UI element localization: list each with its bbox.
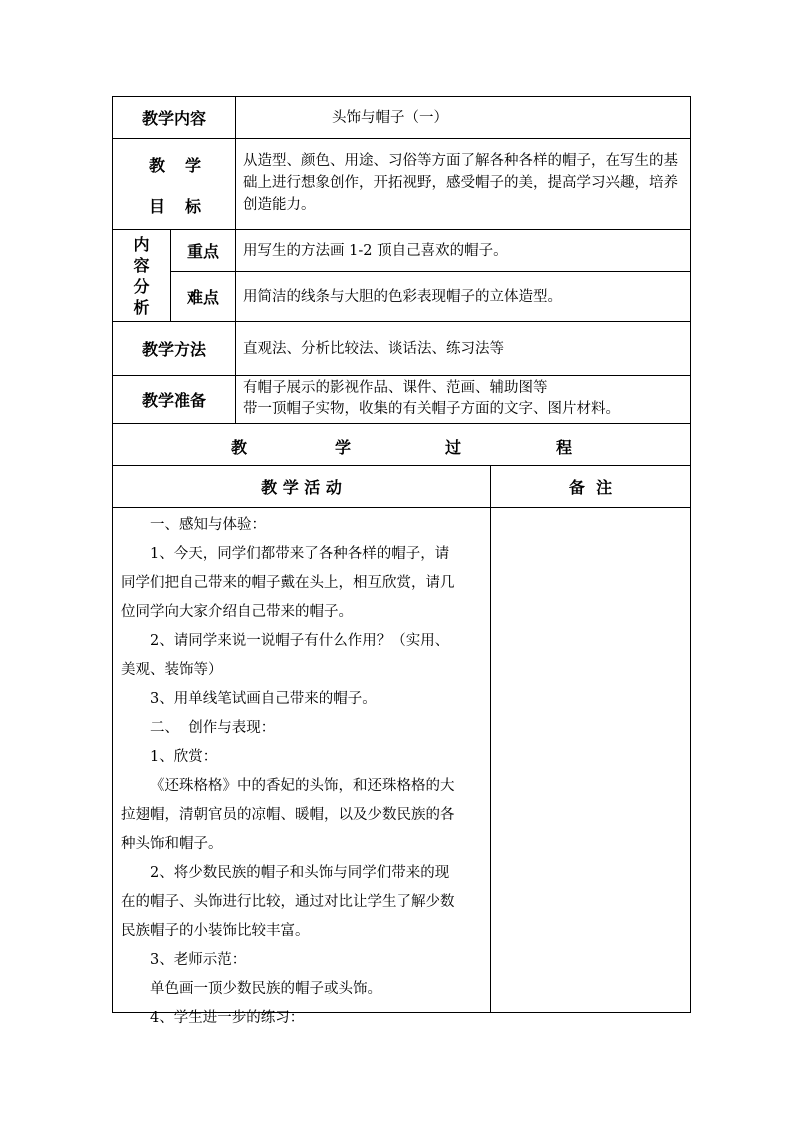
activity-line: 二、 创作与表现： — [150, 720, 276, 736]
goal-label-char: 教 — [149, 156, 166, 175]
process-title-char: 学 — [335, 438, 352, 457]
analysis-label-char: 分 — [133, 276, 150, 296]
activity-line: 1、欣赏： — [150, 749, 218, 765]
goal-label-char: 标 — [185, 197, 202, 216]
goal-label-char: 学 — [185, 156, 202, 175]
column-divider — [235, 96, 236, 423]
notes-header: 备 注 — [568, 478, 613, 497]
activity-body — [121, 511, 487, 1026]
notes-body — [491, 508, 690, 1012]
activity-line: 位同学向大家介绍自己带来的帽子。 — [121, 604, 353, 620]
content-value: 头饰与帽子（一） — [332, 109, 448, 126]
activity-line: 同学们把自己带来的帽子戴在头上，相互欣赏，请几 — [121, 575, 455, 591]
activity-line: 在的帽子、头饰进行比较，通过对比让学生了解少数 — [121, 894, 455, 910]
analysis-label — [113, 230, 170, 321]
prep-line-1: 有帽子展示的影视作品、课件、范画、辅助图等 — [243, 380, 548, 396]
key-point-label: 重点 — [186, 242, 219, 261]
activity-line: 民族帽子的小装饰比较丰富。 — [121, 923, 310, 939]
goal-text: 从造型、颜色、用途、习俗等方面了解各种各样的帽子，在写生的基础上进行想象创作，开拓视野，感受帽子的美，提高学习兴趣，培养创造能力。 — [243, 153, 678, 213]
difficulty-label: 难点 — [186, 288, 219, 307]
activity-line: 《还珠格格》中的香妃的头饰，和还珠格格的大 — [150, 778, 455, 794]
process-title-char: 过 — [445, 438, 462, 457]
activity-line: 3、老师示范： — [150, 952, 247, 968]
activity-line: 美观、装饰等） — [121, 662, 223, 678]
activity-line: 一、感知与体验： — [150, 517, 266, 533]
difficulty-text: 用简洁的线条与大胆的色彩表现帽子的立体造型。 — [243, 288, 562, 305]
goal-label — [113, 139, 235, 229]
key-point-text: 用写生的方法画 1-2 顶自己喜欢的帽子。 — [243, 242, 508, 259]
goal-label-char: 目 — [149, 197, 166, 216]
activity-line: 1、今天，同学们都带来了各种各样的帽子，请 — [150, 546, 450, 562]
activity-line: 2、请同学来说一说帽子有什么作用？（实用、 — [150, 633, 450, 649]
activity-line: 2、将少数民族的帽子和头饰与同学们带来的现 — [150, 865, 450, 881]
activity-line: 4、学生进一步的练习： — [150, 1010, 305, 1026]
content-label: 教学内容 — [141, 109, 206, 128]
activity-line: 拉翅帽，清朝官员的凉帽、暖帽，以及少数民族的各 — [121, 807, 455, 823]
activity-line: 种头饰和帽子。 — [121, 836, 223, 852]
activity-line: 单色画一顶少数民族的帽子或头饰。 — [150, 981, 382, 997]
method-text: 直观法、分析比较法、谈话法、练习法等 — [243, 340, 504, 357]
analysis-label-char: 内 — [133, 234, 150, 254]
prep-label: 教学准备 — [141, 391, 206, 410]
method-label: 教学方法 — [141, 340, 206, 359]
analysis-label-char: 析 — [133, 297, 150, 317]
table-border-right — [690, 96, 691, 1013]
process-title-char: 教 — [231, 438, 248, 457]
prep-line-2: 带一顶帽子实物，收集的有关帽子方面的文字、图片材料。 — [243, 401, 620, 417]
process-title — [113, 424, 690, 465]
activity-header: 教 学 活 动 — [261, 478, 342, 497]
activity-line: 3、用单线笔试画自己带来的帽子。 — [150, 691, 377, 707]
analysis-label-char: 容 — [133, 255, 150, 275]
process-title-char: 程 — [556, 438, 573, 457]
